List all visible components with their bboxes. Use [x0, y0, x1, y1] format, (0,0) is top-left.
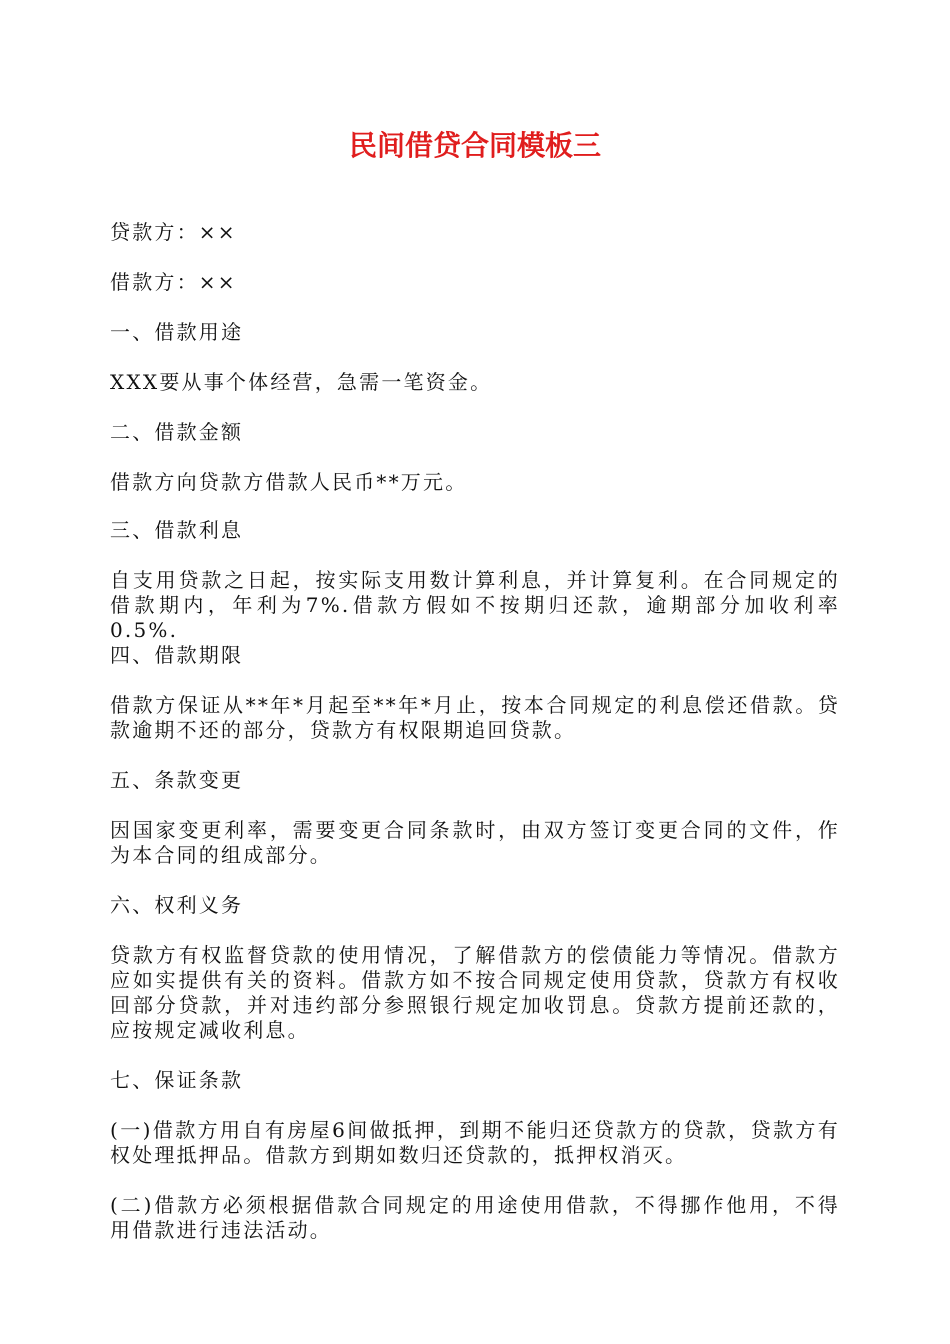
section-heading-interest: 三、借款利息: [110, 518, 244, 542]
paragraph-guarantee-1: (一)借款方用自有房屋6间做抵押，到期不能归还贷款方的贷款，贷款方有权处理抵押品。借款方到期如数归还贷款的，抵押权消灭。: [110, 1118, 840, 1167]
section-heading-rights: 六、权利义务: [110, 893, 244, 917]
paragraph-amount: 借款方向贷款方借款人民币**万元。: [110, 470, 468, 494]
paragraph-guarantee-2: (二)借款方必须根据借款合同规定的用途使用借款，不得挪作他用，不得用借款进行违法活动。: [110, 1193, 840, 1242]
section-heading-guarantee: 七、保证条款: [110, 1068, 244, 1092]
paragraph-term: 借款方保证从**年*月起至**年*月止，按本合同规定的利息偿还借款。贷款逾期不还的部分，贷款方有权限期追回贷款。: [110, 693, 840, 742]
paragraph-interest: 自支用贷款之日起，按实际支用数计算利息，并计算复利。在合同规定的借款期内，年利为7%.借款方假如不按期归还款，逾期部分加收利率0.5%.: [110, 568, 840, 642]
paragraph-rights: 贷款方有权监督贷款的使用情况，了解借款方的偿债能力等情况。借款方应如实提供有关的资料。借款方如不按合同规定使用贷款，贷款方有权收回部分贷款，并对违约部分参照银行规定加收罚息。贷款方提前还款的，应按规定减收利息。: [110, 943, 840, 1042]
paragraph-changes: 因国家变更利率，需要变更合同条款时，由双方签订变更合同的文件，作为本合同的组成部分。: [110, 818, 840, 867]
section-heading-term: 四、借款期限: [110, 643, 244, 667]
lender-line: 贷款方：××: [110, 220, 237, 244]
section-heading-changes: 五、条款变更: [110, 768, 244, 792]
section-heading-purpose: 一、借款用途: [110, 320, 244, 344]
section-heading-amount: 二、借款金额: [110, 420, 244, 444]
document-title: 民间借贷合同模板三: [348, 129, 601, 162]
borrower-line: 借款方：××: [110, 270, 237, 294]
paragraph-purpose: XXX要从事个体经营，急需一笔资金。: [110, 370, 493, 394]
